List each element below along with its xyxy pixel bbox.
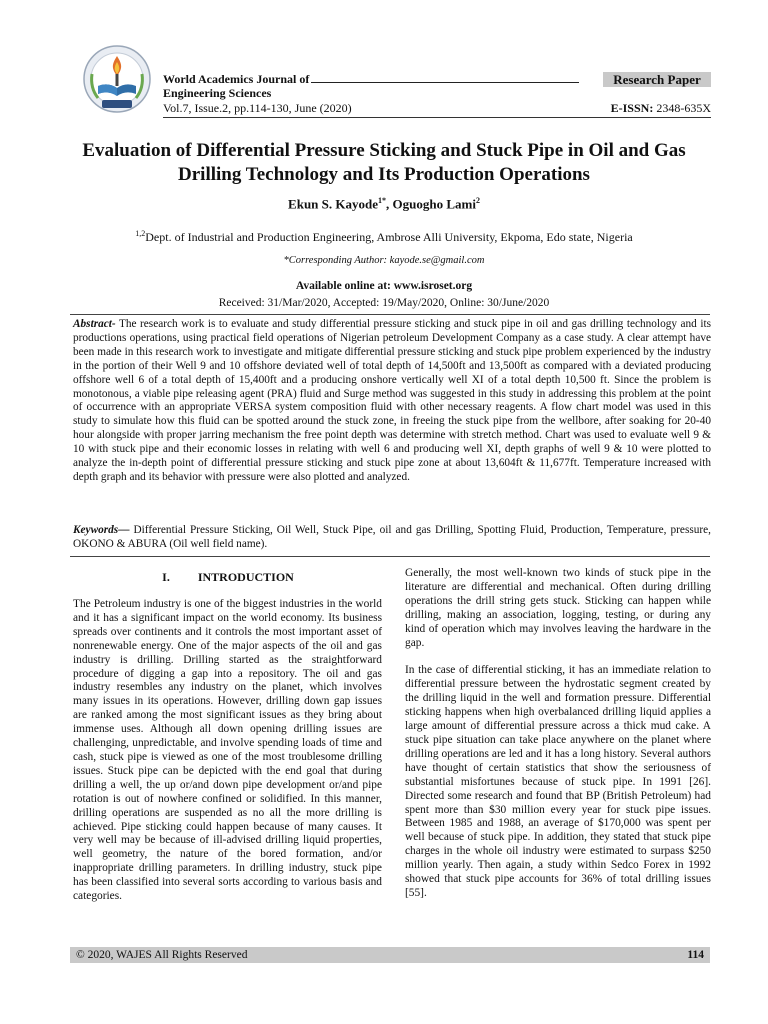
affiliation-sup: 1,2 <box>135 229 146 238</box>
abstract-text: The research work is to evaluate and study differential pressure sticking and stuck pipe in oil and gas drilling technology and its productions operations, using practical field operations of Nigerian petroleum Development Company as a case study. A clear attempt have been made in this research work to investigate and mitigate differential pressure sticking and stuck pipe problem experienced by the industry in the portion of their Well 9 and 10 offshore deviated well of total depth of 14,500ft and 13,500ft as compared with a deviated producing offshore well 6 of a total depth of 15,400ft and a producing onshore vertically well XI of a total depth 10,500 ft. Since the problem is monotonous, a viable pipe releasing agent (PRA) fluid and Surge method was suggested in this study in addressing this problem at the point of occurrence with an appropriate VERSA system composition fluid with other necessary reagents. A flow chart model was used in this study to simulate how this fluid can be spotted around the stuck zone, in freeing the stuck pipe from the wellbore, after soaking for 20-40 hour alongside with proper jarring mechanism the free point depth was determine with stretch method. Chart was used to evaluate well 9 & 10 with stuck pipe and their economic losses in relating with well 6 and producing well XI, depth graphs of well 9 & 10 were plotted to analyze the in-depth point of differential pressure sticking and stuck pipe zone at about 13,604ft & 11,677ft. Temperature increased with depth graph and its behavior with pressure were also plotted and analyzed. <box>73 318 711 483</box>
journal-name <box>163 72 603 86</box>
research-paper-badge: Research Paper <box>603 72 711 87</box>
abstract-label: Abstract- <box>73 318 116 330</box>
authors <box>60 196 708 212</box>
abstract <box>73 318 711 485</box>
author-2-sup: 2 <box>475 196 480 205</box>
copyright: © 2020, WAJES All Rights Reserved <box>76 949 248 961</box>
paper-title: Evaluation of Differential Pressure Sticking and Stuck Pipe in Oil and Gas Drilling Technology and Its Production Operations <box>82 140 686 185</box>
abstract-bottom-rule <box>70 556 710 557</box>
intro-paragraph-1: Generally, the most well-known two kinds of stuck pipe in the literature are differential and mechanical. Often during drilling operations the drill string gets stuck. Sticking can happen while drilling, making an association, logging, testing, or during any kind of operation which may involves leaving the hardware in the gap. <box>405 567 711 649</box>
author-sep: , <box>386 196 393 212</box>
keywords-text: Differential Pressure Sticking, Oil Well, Stuck Pipe, oil and gas Drilling, Spotting Fluid, Production, Temperature, pressure, OKONO & ABURA (Oil well field name). <box>73 524 711 550</box>
corresponding-author: *Corresponding Author: kayode.se@gmail.com <box>283 255 485 266</box>
section-heading-introduction <box>73 570 383 585</box>
affiliation <box>60 229 708 245</box>
received-dates: Received: 31/Mar/2020, Accepted: 19/May/2020, Online: 30/June/2020 <box>218 297 550 309</box>
author-1-sup: 1* <box>378 196 386 205</box>
eissn <box>600 101 711 116</box>
abstract-top-rule <box>70 314 710 315</box>
keywords-label: Keywords— <box>73 524 130 536</box>
journal-underline <box>311 72 579 83</box>
intro-paragraph-2: In the case of differential sticking, it has an immediate relation to differential pressure between the hydrostatic segment created by the drilling liquid in the well and formation pressure. Differential sticking happens when high overbalanced drilling liquid applies a large amount of differential pressure across a thick mud cake. A stuck pipe situation can take place anywhere on the planet where drilling operations are led and it has a long history. Several authors have thought of certain statistics that show the seriousness of substantial misfortunes because of stuck pipe. In 1991 [26]. Directed some research and found that BP (British Petroleum) had spent more than $30 million every year for stuck pipe issues. Between 1985 and 1988, an average of $170,000 was spent per well because of stuck pipe. In addition, they stated that stuck pipe charges in the whole oil industry were estimated to surpass $250 million yearly. Then again, a study within Sedco Forex in 1992 showed that stuck pipe accounts for 36% of total drilling issues [55]. <box>405 664 711 899</box>
author-2: Oguogho Lami <box>392 196 476 212</box>
page-number: 114 <box>687 949 704 961</box>
intro-left-column: The Petroleum industry is one of the biggest industries in the world and it has a significant impact on the world economy. Its business spreads over continents and it controls the most important asset of nonrenewable energy. One of the major aspects of the oil and gas industry is drilling. Drilling started as the straightforward procedure of digging a gap into a repository. The oil and gas industry resembles any industry on the planet, which involves many issues in its operations. However, drilling down gap issues are ranked among the most significant issues as they bring about immense uses. Although all down opening drilling issues are challenging, unpredictable, and involve spending loads of time and cash, stuck pipe is viewed as one of the most troublesome drilling issues. Stuck pipe can be depicted with the end goal that during drilling a well, the up or/and down pipe development or/and pipe rotation is out of nowhere confined or solidified. In this manner, drilling operations are suspended as no all the more drilling is achieved. Pipe sticking could happen because of many causes. It very well may be because of ill-advised drilling liquid properties, well geometry, the nature of the bored formation, and/or inappropriate drilling parameters. In drilling industry, stuck pipe has been classified into several sorts according to various basis and categories. <box>73 598 382 903</box>
header-divider <box>163 117 711 118</box>
eissn-label: E-ISSN: <box>610 101 654 115</box>
journal-name-text: World Academics Journal of <box>163 72 310 86</box>
section-title: INTRODUCTION <box>197 570 294 584</box>
isroset-logo-icon <box>82 44 152 114</box>
section-number: I. <box>162 570 170 584</box>
affiliation-text: Dept. of Industrial and Production Engineering, Ambrose Alli University, Ekpoma, Edo state, Nigeria <box>145 230 633 244</box>
journal-logo <box>82 44 152 114</box>
keywords <box>73 524 711 552</box>
page-footer <box>70 947 710 963</box>
journal-name-line-2: Engineering Sciences <box>163 86 272 100</box>
eissn-value: 2348-635X <box>656 101 711 115</box>
author-1: Ekun S. Kayode <box>288 196 378 212</box>
available-online: Available online at: www.isroset.org <box>295 280 473 292</box>
volume-info: Vol.7, Issue.2, pp.114-130, June (2020) <box>163 101 352 115</box>
intro-right-column <box>405 567 711 915</box>
